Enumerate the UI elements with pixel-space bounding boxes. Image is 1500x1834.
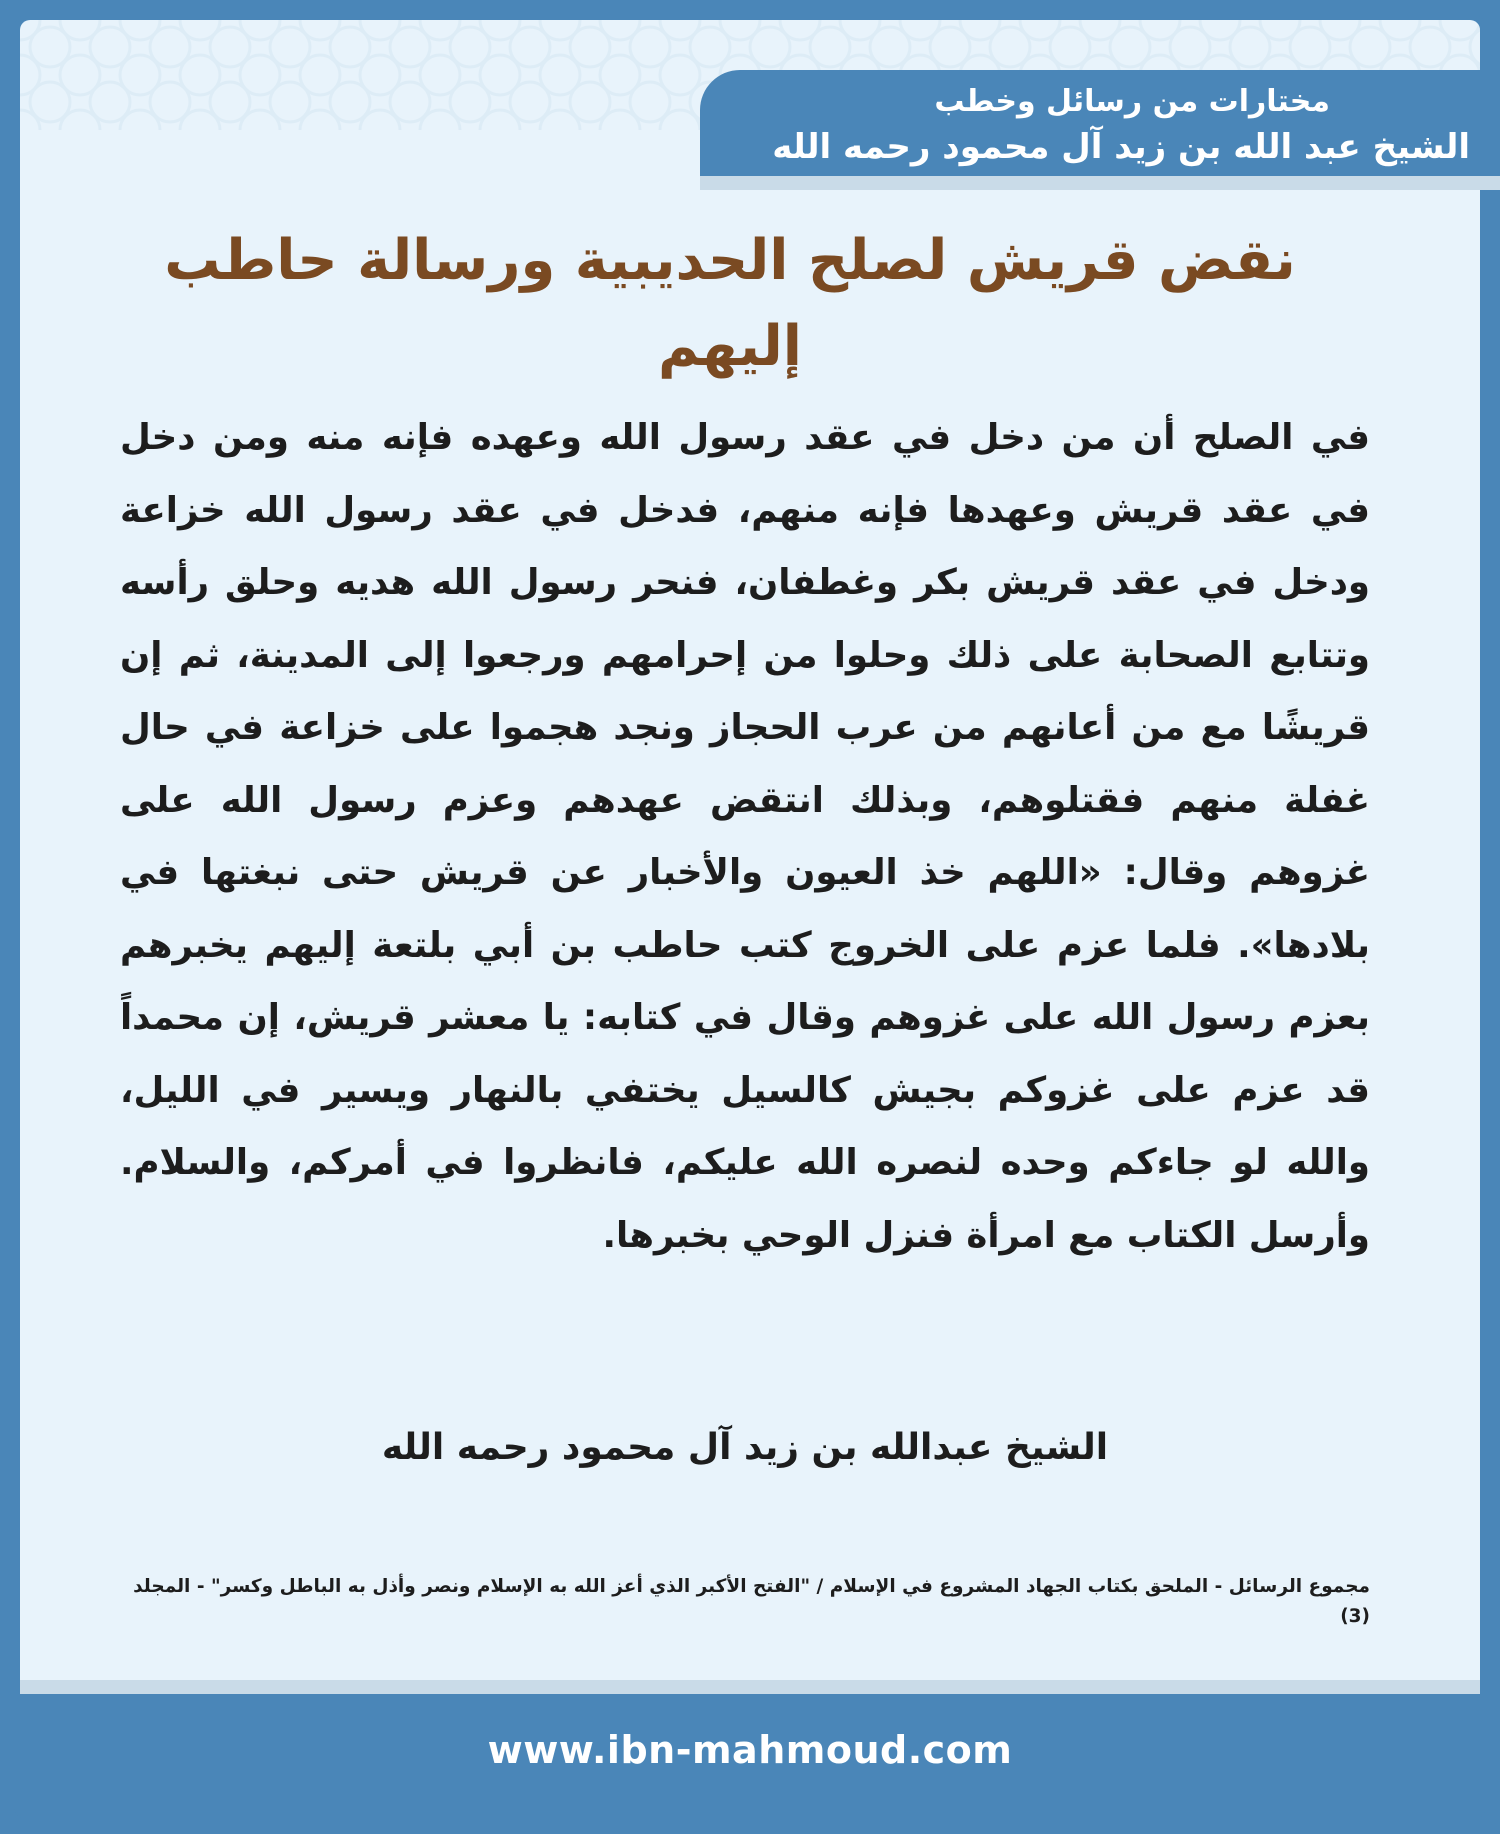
footer-divider	[20, 1680, 1480, 1694]
source-citation: مجموع الرسائل - الملحق بكتاب الجهاد المشروع في الإسلام / "الفتح الأكبر الذي أعز الله به الإسلام ونصر وأذل به الباطل وكسر" - المجلد (3)	[133, 1576, 1370, 1627]
article-title: نقض قريش لصلح الحديبية ورسالة حاطب إليهم	[164, 228, 1296, 379]
header-text	[710, 82, 1470, 172]
header-banner-shadow	[700, 176, 1500, 190]
header-author-name: الشيخ عبد الله بن زيد آل محمود رحمه الله	[772, 127, 1470, 167]
header-series-title: مختارات من رسائل وخطب	[934, 84, 1330, 119]
footer-bar	[20, 1694, 1480, 1806]
website-link[interactable]: www.ibn-mahmoud.com	[487, 1728, 1013, 1772]
author-signature: الشيخ عبدالله بن زيد آل محمود رحمه الله	[381, 1427, 1109, 1468]
article-body: في الصلح أن من دخل في عقد رسول الله وعهده فإنه منه ومن دخل في عقد قريش وعهدها فإنه منهم، فدخل في عقد رسول الله خزاعة ودخل في عقد قريش بكر وغطفان، فنحر رسول الله هديه وحلق رأسه وتتابع الصحابة على ذلك وحلوا من إحرامهم ورجعوا إلى المدينة، ثم إن قريشًا مع من أعانهم من عرب الحجاز ونجد هجموا على خزاعة في حال غفلة منهم فقتلوهم، وبذلك انتقض عهدهم وعزم رسول الله على غزوهم وقال: «اللهم خذ العيون والأخبار عن قريش حتى نبغتها في بلادها». فلما عزم على الخروج كتب حاطب بن أبي بلتعة إليهم يخبرهم بعزم رسول الله على غزوهم وقال في كتابه: يا معشر قريش، إن محمداً قد عزم على غزوكم بجيش كالسيل يختفي بالنهار ويسير في الليل، والله لو جاءكم وحده لنصره الله عليكم، فانظروا في أمركم، والسلام. وأرسل الكتاب مع امرأة فنزل الوحي بخبرها.	[120, 417, 1370, 1256]
